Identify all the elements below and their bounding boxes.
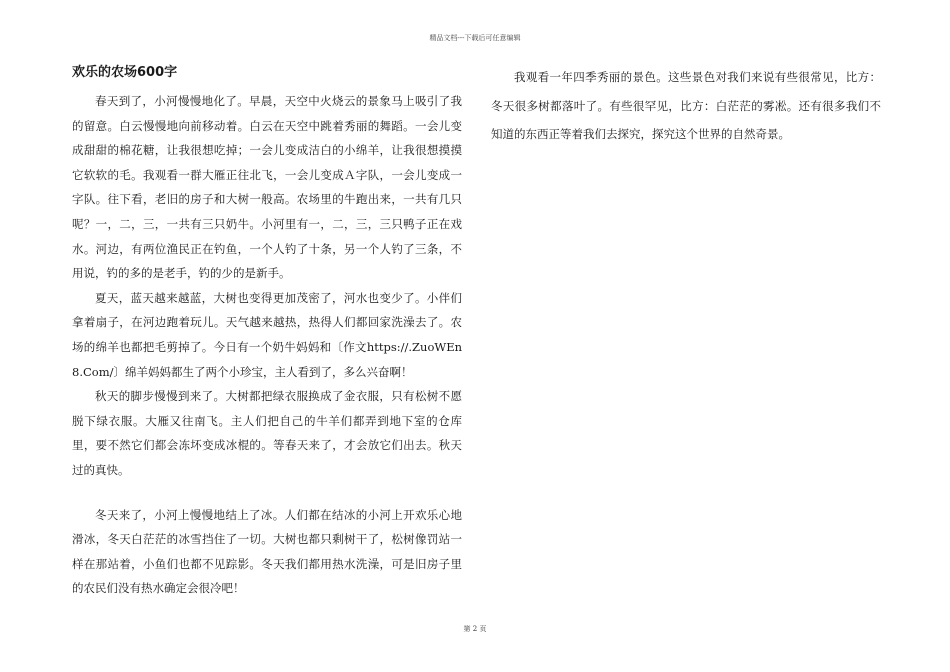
paragraph-spring: 春天到了，小河慢慢地化了。早晨，天空中火烧云的景象马上吸引了我的留意。白云慢慢地向前移动着。白云在天空中跳着秀丽的舞蹈。一会儿变成甜甜的棉花糖，让我很想吃掉；一会儿变成洁白的小绵羊，让我很想摸摸它软软的毛。我观看一群大雁正往北飞，一会儿变成Ａ字队，一会儿变成一字队。往下看，老旧的房子和大树一般高。农场里的牛跑出来，一共有几只呢？一，二，三，一共有三只奶牛。小河里有一，二，三，三只鸭子正在戏水。河边，有两位渔民正在钓鱼，一个人钓了十条，另一个人钓了三条，不用说，钓的多的是老手，钓的少的是新手。 [72, 94, 462, 281]
article-title: 欢乐的农场600字 [72, 65, 178, 80]
right-column [491, 64, 881, 149]
paragraph-winter: 冬天来了，小河上慢慢地结上了冰。人们都在结冰的小河上开欢乐心地滑冰，冬天白茫茫的冰雪挡住了一切。大树也都只剩树干了，松树像罚站一样在那站着，小鱼们也都不见踪影。冬天我们都用热水洗澡，可是旧房子里的农民们没有热水确定会很冷吧！ [72, 507, 462, 596]
paragraph-autumn: 秋天的脚步慢慢到来了。大树都把绿衣服换成了金衣服，只有松树不愿脱下绿衣服。大雁又往南飞。主人们把自己的牛羊们都弄到地下室的仓库里，要不然它们都会冻坏变成冰棍的。等春天来了，才会放它们出去。秋天过的真快。 [72, 389, 462, 477]
paragraph-conclusion: 我观看一年四季秀丽的景色。这些景色对我们来说有些很常见，比方：冬天很多树都落叶了。有些很罕见，比方：白茫茫的雾凇。还有很多我们不知道的东西正等着我们去探究，探究这个世界的自然奇景。 [491, 70, 881, 141]
left-column [72, 64, 462, 601]
page-header: 精品文档---下载后可任意编辑 [429, 34, 521, 42]
paragraph-gap [72, 483, 462, 503]
page-number: 第 2 页 [463, 625, 487, 633]
paragraph-summer: 夏天，蓝天越来越蓝，大树也变得更加茂密了，河水也变少了。小伴们拿着扇子，在河边跑着玩儿。天气越来越热，热得人们都回家洗澡去了。农场的绵羊也都把毛剪掉了。今日有一个奶牛妈妈和〔作文https://.ZuoWEn8.Com/〕绵羊妈妈都生了两个小珍宝，主人看到了，多么兴奋啊！ [72, 290, 462, 379]
